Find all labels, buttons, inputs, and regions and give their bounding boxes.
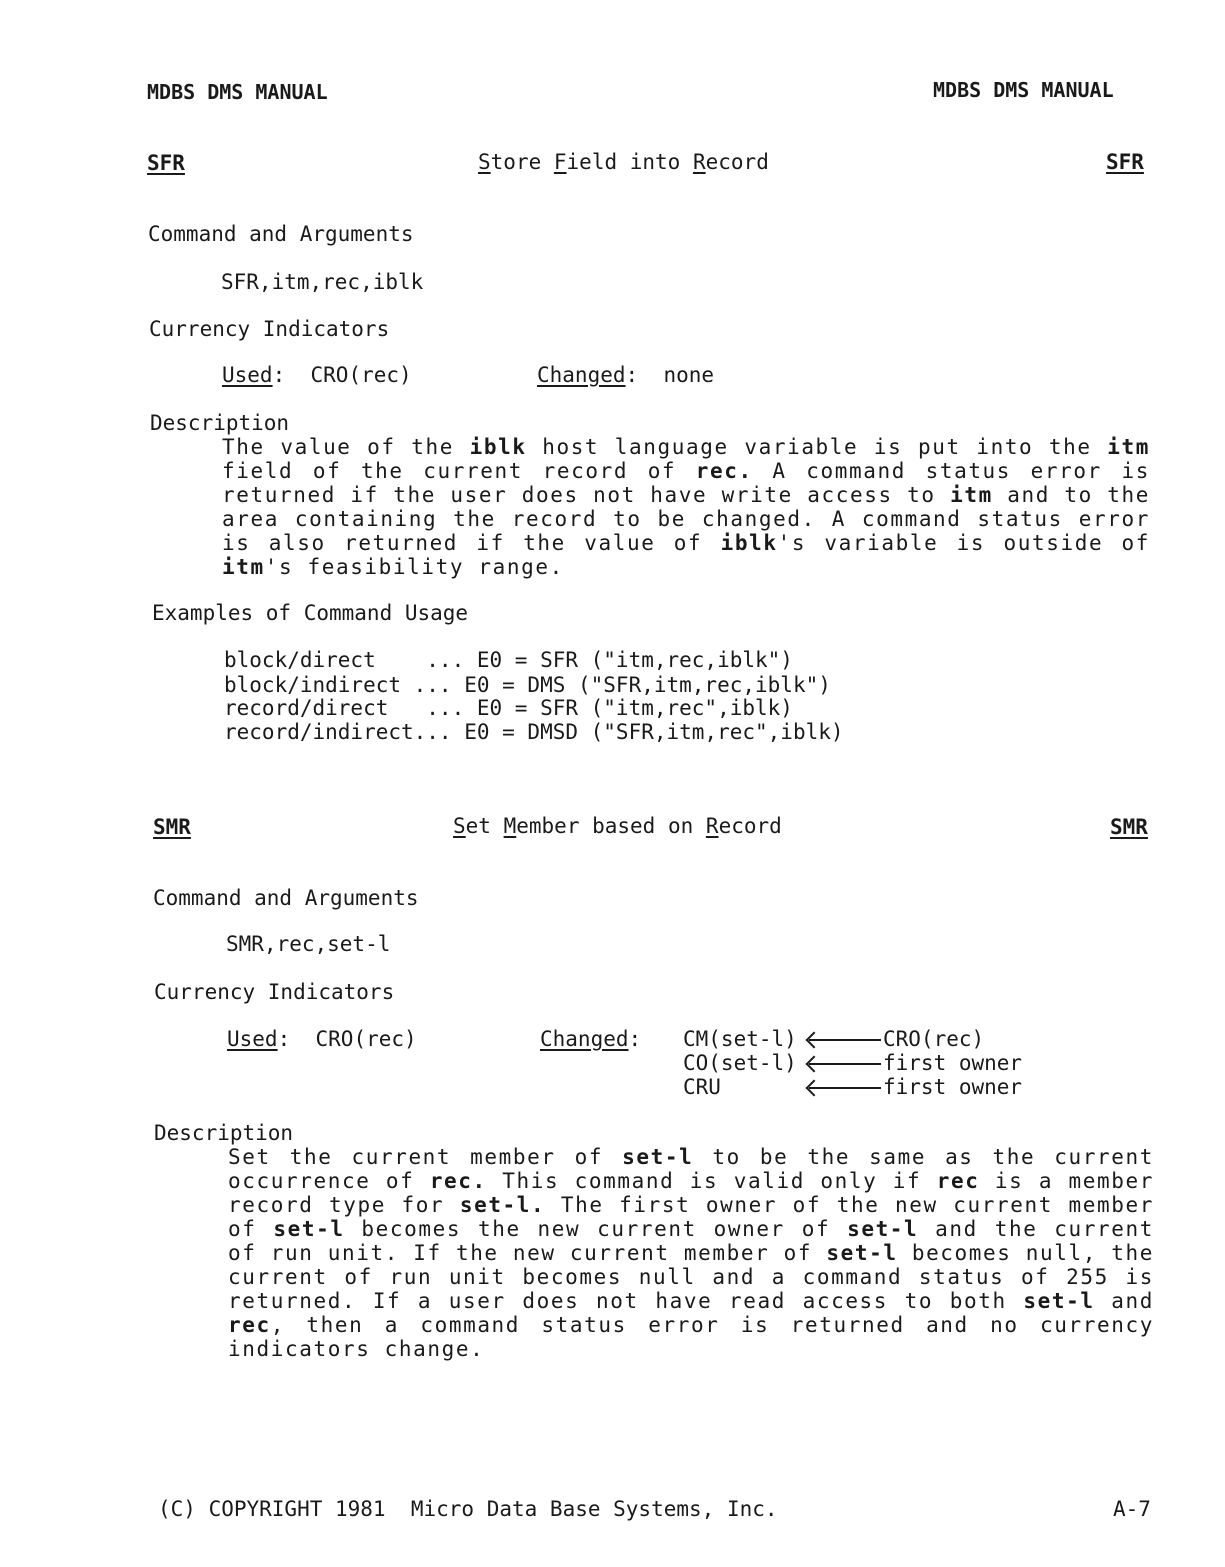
smr-changed-row: CRU first owner: [683, 1075, 1023, 1099]
sfr-description: [222, 435, 1150, 579]
sfr-command: SFR,itm,rec,iblk: [221, 270, 424, 294]
description-text: and to the area containing the record to be changed. A command status error is also returned if the value of: [222, 483, 1150, 555]
smr-description: [228, 1145, 1154, 1361]
description-text: Set the current member of: [228, 1145, 623, 1169]
sfr-changed: Changed: none: [537, 363, 715, 387]
sfr-description-heading: Description: [150, 411, 290, 435]
smr-description-heading: Description: [154, 1121, 294, 1145]
smr-used: Used: CRO(rec): [227, 1027, 417, 1051]
sfr-example-line: record/direct ... E0 = SFR ("itm,rec",iblk): [224, 696, 793, 720]
left-arrow-icon: [809, 1063, 881, 1065]
description-text: This command is valid only if: [486, 1169, 937, 1193]
description-keyword: iblk: [469, 435, 527, 459]
smr-code-left: SMR: [153, 815, 191, 839]
description-keyword: itm: [222, 555, 265, 579]
sfr-example-line: block/indirect ... E0 = DMS ("SFR,itm,rec,iblk"): [224, 673, 831, 697]
smr-command-heading: Command and Arguments: [153, 886, 419, 910]
footer-copyright: (C) COPYRIGHT 1981 Micro Data Base Systems, Inc.: [158, 1497, 778, 1521]
description-text: becomes null, the current of run unit becomes null and a command status of 255 is returned. If a user does not have read access to both: [228, 1241, 1154, 1313]
smr-currency-heading: Currency Indicators: [154, 980, 395, 1004]
smr-changed-row: CM(set-l) CRO(rec): [683, 1027, 985, 1051]
smr-command: SMR,rec,set-l: [226, 932, 391, 956]
sfr-examples-heading: Examples of Command Usage: [152, 601, 469, 625]
description-text: becomes the new current owner of: [344, 1217, 848, 1241]
sfr-example-line: record/indirect... E0 = DMSD ("SFR,itm,rec",iblk): [224, 720, 844, 744]
left-arrow-icon: [809, 1087, 881, 1089]
description-keyword: set-l.: [459, 1193, 546, 1217]
running-header-left: MDBS DMS MANUAL: [147, 80, 328, 104]
description-text: 's variable is outside of: [777, 531, 1150, 555]
description-keyword: rec: [936, 1169, 980, 1193]
description-text: field of the current record of: [222, 459, 696, 483]
description-text: The value of the: [222, 435, 470, 459]
description-text: and the current of run unit. If the new current member of: [228, 1217, 1155, 1265]
description-keyword: itm: [950, 483, 993, 507]
description-keyword: set-l: [1023, 1289, 1095, 1313]
description-keyword: rec.: [695, 459, 753, 483]
description-keyword: set-l: [622, 1145, 694, 1169]
sfr-title: Store Field into Record: [478, 150, 769, 174]
smr-changed-row: CO(set-l) first owner: [683, 1051, 1023, 1075]
description-text: to be the same as the current occurrence of: [228, 1145, 1154, 1193]
description-text: , then a command status error is returned and no currency indicators change.: [228, 1313, 1154, 1361]
running-header-right: MDBS DMS MANUAL: [933, 78, 1114, 102]
description-text: The first owner of the new current member of: [228, 1193, 1154, 1241]
description-keyword: iblk: [720, 531, 778, 555]
description-keyword: set-l: [826, 1241, 898, 1265]
sfr-command-heading: Command and Arguments: [148, 222, 414, 246]
description-keyword: set-l: [273, 1217, 345, 1241]
sfr-code-right: SFR: [1106, 150, 1144, 174]
description-text: 's feasibility range.: [264, 555, 564, 579]
sfr-example-line: block/direct ... E0 = SFR ("itm,rec,iblk"): [224, 648, 793, 672]
sfr-used: Used: CRO(rec): [222, 363, 412, 387]
sfr-currency-heading: Currency Indicators: [149, 317, 390, 341]
description-text: host language variable is put into the: [526, 435, 1108, 459]
description-keyword: rec.: [429, 1169, 487, 1193]
left-arrow-icon: [809, 1039, 881, 1041]
smr-changed-label: Changed:: [540, 1027, 642, 1051]
description-keyword: rec: [228, 1313, 271, 1337]
smr-title: Set Member based on Record: [453, 814, 782, 838]
page-number: A-7: [1113, 1497, 1151, 1521]
description-text: is a member record type for: [228, 1169, 1155, 1217]
sfr-code-left: SFR: [147, 151, 185, 175]
description-keyword: set-l: [847, 1217, 919, 1241]
description-text: and: [1094, 1289, 1154, 1313]
smr-code-right: SMR: [1110, 815, 1148, 839]
description-keyword: itm: [1107, 435, 1150, 459]
description-text: A command status error is returned if the user does not have write access to: [222, 459, 1150, 507]
